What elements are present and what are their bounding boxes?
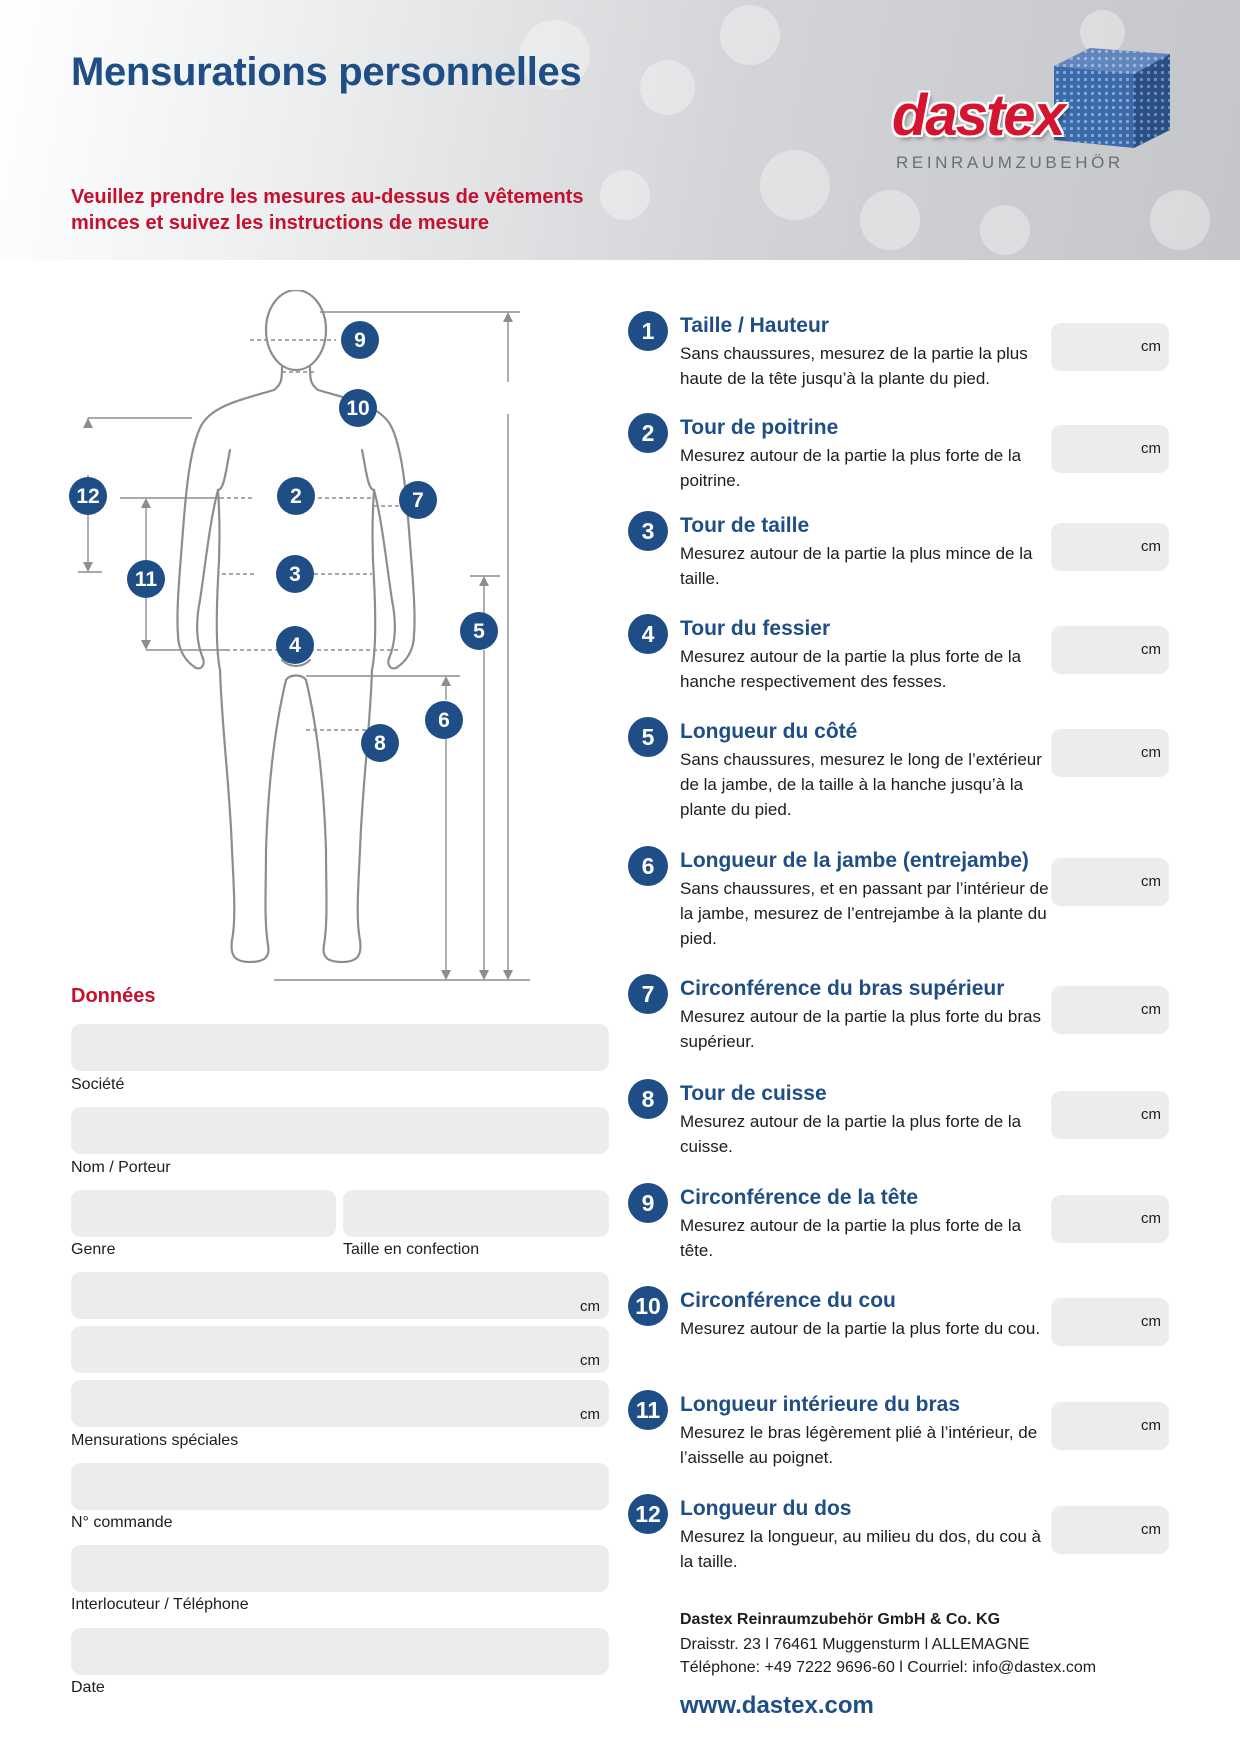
societe-label: Société — [71, 1076, 125, 1093]
date-field[interactable] — [71, 1628, 609, 1675]
decor-bubble — [720, 5, 780, 65]
marker-6 — [425, 701, 463, 739]
contact-phone-label: Interlocuteur / Téléphone — [71, 1596, 249, 1613]
measurement-number-badge: 5 — [628, 717, 668, 757]
measurement-number-badge: 2 — [628, 413, 668, 453]
dastex-logo — [886, 48, 1176, 178]
measurement-number-badge: 8 — [628, 1079, 668, 1119]
measurement-input[interactable] — [1051, 323, 1169, 371]
decor-bubble — [640, 60, 695, 115]
nom-porteur-field[interactable] — [71, 1107, 609, 1154]
date-label: Date — [71, 1679, 105, 1696]
measurement-number-badge: 1 — [628, 311, 668, 351]
svg-text:10: 10 — [346, 397, 370, 420]
unit-cm: cm — [1141, 538, 1161, 555]
decor-bubble — [860, 190, 920, 250]
page-subtitle: Veuillez prendre les mesures au-dessus de vêtements minces et suivez les instructions de mesure — [71, 186, 584, 234]
unit-cm: cm — [1141, 1106, 1161, 1123]
marker-5 — [460, 612, 498, 650]
logo-wordmark: dastex — [892, 83, 1064, 148]
order-number-label: N° commande — [71, 1514, 173, 1531]
measurement-title: Longueur du dos — [680, 1497, 852, 1520]
measurement-description: Mesurez autour de la partie la plus forte de la poitrine. — [680, 446, 1022, 490]
body-measurement-figure — [60, 290, 580, 990]
special-measures-label: Mensurations spéciales — [71, 1432, 239, 1449]
measurement-description: Mesurez autour de la partie la plus forte de la cuisse. — [680, 1112, 1022, 1156]
company-name: Dastex Reinraumzubehör GmbH & Co. KG — [680, 1611, 1001, 1628]
special-measure-field-1[interactable] — [71, 1272, 609, 1319]
unit-cm: cm — [1141, 1417, 1161, 1434]
societe-field[interactable] — [71, 1024, 609, 1071]
unit-cm: cm — [1141, 1210, 1161, 1227]
marker-7 — [399, 481, 437, 519]
decor-bubble — [760, 150, 830, 220]
svg-text:2: 2 — [290, 485, 302, 508]
measurement-title: Longueur du côté — [680, 720, 858, 743]
svg-text:5: 5 — [473, 620, 485, 643]
unit-cm: cm — [1141, 744, 1161, 761]
measurement-input[interactable] — [1051, 986, 1169, 1034]
nom-porteur-label: Nom / Porteur — [71, 1159, 171, 1176]
unit-cm: cm — [580, 1352, 600, 1369]
marker-12 — [69, 477, 107, 515]
genre-field[interactable] — [71, 1190, 336, 1237]
measurement-description: Sans chaussures, mesurez le long de l’extérieur de la jambe, de la taille à la hanche jusqu’à la plante du pied. — [680, 750, 1042, 819]
header-banner — [0, 0, 1240, 260]
measurement-number-badge: 4 — [628, 614, 668, 654]
body-outline-diagram — [60, 290, 580, 990]
genre-label: Genre — [71, 1241, 116, 1258]
contact-phone-field[interactable] — [71, 1545, 609, 1592]
unit-cm: cm — [1141, 873, 1161, 890]
marker-9 — [341, 321, 379, 359]
svg-text:8: 8 — [374, 732, 386, 755]
measurement-title: Longueur de la jambe (entrejambe) — [680, 849, 1029, 872]
measurement-input[interactable] — [1051, 858, 1169, 906]
company-address: Draisstr. 23 l 76461 Muggensturm l ALLEMAGNE — [680, 1636, 1030, 1653]
measurement-title: Tour de poitrine — [680, 416, 839, 439]
measurement-input[interactable] — [1051, 425, 1169, 473]
order-number-field[interactable] — [71, 1463, 609, 1510]
measurement-title: Tour de cuisse — [680, 1082, 827, 1105]
logo-tagline: REINRAUMZUBEHÖR — [896, 153, 1124, 172]
company-contact: Téléphone: +49 7222 9696-60 l Courriel: info@dastex.com — [680, 1659, 1097, 1676]
unit-cm: cm — [1141, 1313, 1161, 1330]
measurement-number-badge: 12 — [628, 1494, 668, 1534]
taille-confection-field[interactable] — [343, 1190, 609, 1237]
measurement-title: Circonférence de la tête — [680, 1186, 919, 1209]
unit-cm: cm — [1141, 440, 1161, 457]
measurement-description: Mesurez autour de la partie la plus forte de la hanche respectivement des fesses. — [680, 647, 1022, 691]
svg-text:7: 7 — [412, 489, 424, 512]
measurement-input[interactable] — [1051, 1091, 1169, 1139]
marker-11 — [127, 560, 165, 598]
measurement-input[interactable] — [1051, 523, 1169, 571]
measurement-input[interactable] — [1051, 1195, 1169, 1243]
measurement-input[interactable] — [1051, 1506, 1169, 1554]
svg-text:11: 11 — [134, 568, 158, 591]
special-measure-field-3[interactable] — [71, 1380, 609, 1427]
measurement-title: Circonférence du bras supérieur — [680, 977, 1005, 1000]
svg-text:12: 12 — [76, 485, 100, 508]
taille-confection-label: Taille en confection — [343, 1241, 480, 1258]
measurement-description: Mesurez autour de la partie la plus forte du cou. — [680, 1319, 1041, 1338]
measurement-title: Circonférence du cou — [680, 1289, 896, 1312]
measurement-input[interactable] — [1051, 626, 1169, 674]
measurement-description: Mesurez autour de la partie la plus mince de la taille. — [680, 544, 1033, 588]
measurement-description: Mesurez le bras légèrement plié à l’intérieur, de l’aisselle au poignet. — [680, 1423, 1038, 1467]
unit-cm: cm — [1141, 641, 1161, 658]
decor-bubble — [1150, 190, 1210, 250]
marker-8 — [361, 724, 399, 762]
marker-10 — [339, 389, 377, 427]
measurement-title: Taille / Hauteur — [680, 314, 829, 337]
marker-4 — [276, 626, 314, 664]
measurement-number-badge: 11 — [628, 1390, 668, 1430]
svg-text:3: 3 — [289, 563, 301, 586]
measurement-description: Mesurez autour de la partie la plus forte du bras supérieur. — [680, 1007, 1041, 1051]
svg-text:9: 9 — [354, 329, 366, 352]
marker-2 — [277, 477, 315, 515]
measurement-number-badge: 3 — [628, 511, 668, 551]
measurement-number-badge: 9 — [628, 1183, 668, 1223]
measurement-title: Tour de taille — [680, 514, 810, 537]
marker-3 — [276, 555, 314, 593]
measurement-title: Longueur intérieure du bras — [680, 1393, 961, 1416]
body-silhouette — [177, 290, 414, 962]
unit-cm: cm — [1141, 1001, 1161, 1018]
measurement-number-badge: 7 — [628, 974, 668, 1014]
unit-cm: cm — [580, 1406, 600, 1423]
data-section-title: Données — [71, 985, 156, 1007]
svg-text:4: 4 — [289, 634, 301, 657]
special-measure-field-2[interactable] — [71, 1326, 609, 1373]
measurement-input[interactable] — [1051, 1298, 1169, 1346]
page-title: Mensurations personnelles — [71, 50, 582, 94]
svg-text:6: 6 — [438, 709, 450, 732]
measurement-description: Mesurez autour de la partie la plus forte de la tête. — [680, 1216, 1022, 1260]
measurement-description: Mesurez la longueur, au milieu du dos, du cou à la taille. — [680, 1527, 1042, 1571]
measurement-input[interactable] — [1051, 1402, 1169, 1450]
measurement-description: Sans chaussures, et en passant par l’intérieur de la jambe, mesurez de l’entrejambe à la plante du pied. — [680, 879, 1049, 948]
unit-cm: cm — [1141, 338, 1161, 355]
website-link[interactable]: www.dastex.com — [680, 1692, 874, 1719]
unit-cm: cm — [1141, 1521, 1161, 1538]
decor-bubble — [980, 205, 1030, 255]
measurement-number-badge: 10 — [628, 1286, 668, 1326]
measurement-number-badge: 6 — [628, 846, 668, 886]
measurement-title: Tour du fessier — [680, 617, 831, 640]
unit-cm: cm — [580, 1298, 600, 1315]
measurement-input[interactable] — [1051, 729, 1169, 777]
measurement-description: Sans chaussures, mesurez de la partie la plus haute de la tête jusqu’à la plante du pied. — [680, 344, 1028, 388]
